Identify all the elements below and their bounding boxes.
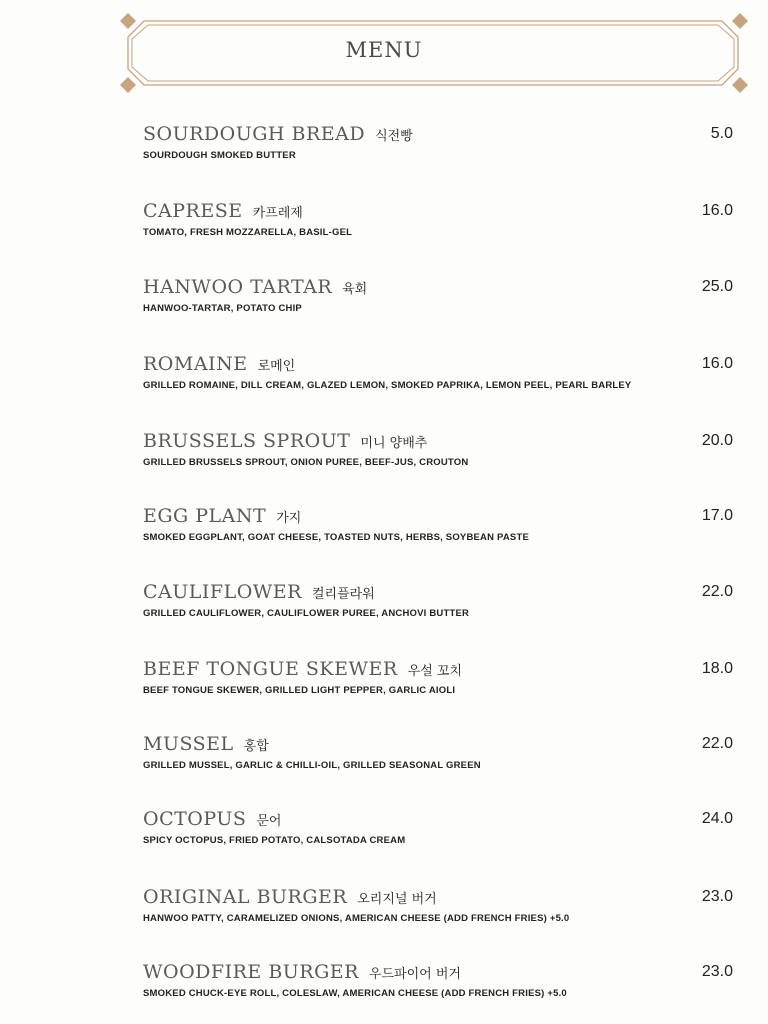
item-price: 22.0 (701, 583, 733, 600)
menu-item (143, 733, 733, 783)
diamond-icon (732, 13, 748, 29)
item-korean-name: 로메인 (257, 359, 296, 374)
item-name: WOODFIRE BURGER (143, 961, 359, 983)
item-korean-name: 카프레제 (252, 206, 303, 221)
item-description: SOURDOUGH SMOKED BUTTER (143, 150, 296, 161)
item-korean-name: 문어 (256, 814, 282, 829)
item-price: 16.0 (701, 202, 733, 219)
menu-item (143, 430, 733, 480)
item-name: ORIGINAL BURGER (143, 886, 348, 908)
item-price: 23.0 (701, 888, 733, 905)
item-description: GRILLED ROMAINE, DILL CREAM, GLAZED LEMON, SMOKED PAPRIKA, LEMON PEEL, PEARL BARLEY (143, 380, 632, 391)
item-name: EGG PLANT (143, 505, 267, 527)
menu-item (143, 808, 733, 858)
item-description: HANWOO PATTY, CARAMELIZED ONIONS, AMERICAN CHEESE (ADD FRENCH FRIES) +5.0 (143, 913, 570, 924)
item-name: CAPRESE (143, 200, 243, 222)
item-price: 5.0 (710, 125, 733, 142)
item-name: SOURDOUGH BREAD (143, 123, 366, 145)
item-price: 25.0 (701, 278, 733, 295)
item-korean-name: 식전빵 (375, 129, 413, 144)
item-korean-name: 가지 (276, 511, 302, 526)
menu-item (143, 886, 733, 936)
item-price: 17.0 (701, 507, 733, 524)
item-korean-name: 미니 양배추 (360, 436, 428, 451)
item-price: 18.0 (701, 660, 733, 677)
item-korean-name: 우드파이어 버거 (368, 967, 461, 982)
item-korean-name: 컬리플라워 (311, 587, 375, 602)
item-description: BEEF TONGUE SKEWER, GRILLED LIGHT PEPPER, GARLIC AIOLI (143, 685, 456, 696)
item-name: BEEF TONGUE SKEWER (143, 658, 398, 680)
item-price: 23.0 (701, 963, 733, 980)
item-name: OCTOPUS (143, 808, 247, 830)
menu-item (143, 581, 733, 631)
item-description: GRILLED CAULIFLOWER, CAULIFLOWER PUREE, ANCHOVI BUTTER (143, 608, 470, 619)
diamond-icon (120, 77, 136, 93)
item-price: 16.0 (701, 355, 733, 372)
item-description: GRILLED BRUSSELS SPROUT, ONION PUREE, BEEF-JUS, CROUTON (143, 457, 469, 468)
item-name: ROMAINE (143, 353, 248, 375)
item-description: SPICY OCTOPUS, FRIED POTATO, CALSOTADA CREAM (143, 835, 406, 846)
menu-item (143, 505, 733, 555)
menu-item (143, 658, 733, 708)
menu-title: MENU (345, 38, 423, 62)
item-description: SMOKED CHUCK-EYE ROLL, COLESLAW, AMERICAN CHEESE (ADD FRENCH FRIES) +5.0 (143, 988, 567, 999)
item-korean-name: 홍합 (243, 739, 269, 754)
item-description: TOMATO, FRESH MOZZARELLA, BASIL-GEL (143, 227, 353, 238)
item-korean-name: 우설 꼬치 (407, 664, 463, 679)
item-name: CAULIFLOWER (143, 581, 302, 603)
menu-item (143, 276, 733, 326)
menu-header (0, 0, 768, 100)
item-description: HANWOO-TARTAR, POTATO CHIP (143, 303, 302, 314)
menu-item (143, 961, 733, 1011)
menu-item (143, 200, 733, 250)
diamond-icon (120, 13, 136, 29)
item-description: SMOKED EGGPLANT, GOAT CHEESE, TOASTED NUTS, HERBS, SOYBEAN PASTE (143, 532, 529, 543)
item-name: BRUSSELS SPROUT (143, 430, 351, 452)
diamond-icon (732, 77, 748, 93)
item-description: GRILLED MUSSEL, GARLIC & CHILLI-OIL, GRILLED SEASONAL GREEN (143, 760, 481, 771)
item-price: 24.0 (701, 810, 733, 827)
item-korean-name: 오리지널 버거 (357, 892, 437, 907)
item-price: 20.0 (701, 432, 733, 449)
item-name: HANWOO TARTAR (143, 276, 333, 298)
menu-item (143, 353, 733, 403)
item-name: MUSSEL (143, 733, 234, 755)
item-korean-name: 육회 (342, 282, 368, 297)
menu-item (143, 123, 733, 173)
item-price: 22.0 (701, 735, 733, 752)
